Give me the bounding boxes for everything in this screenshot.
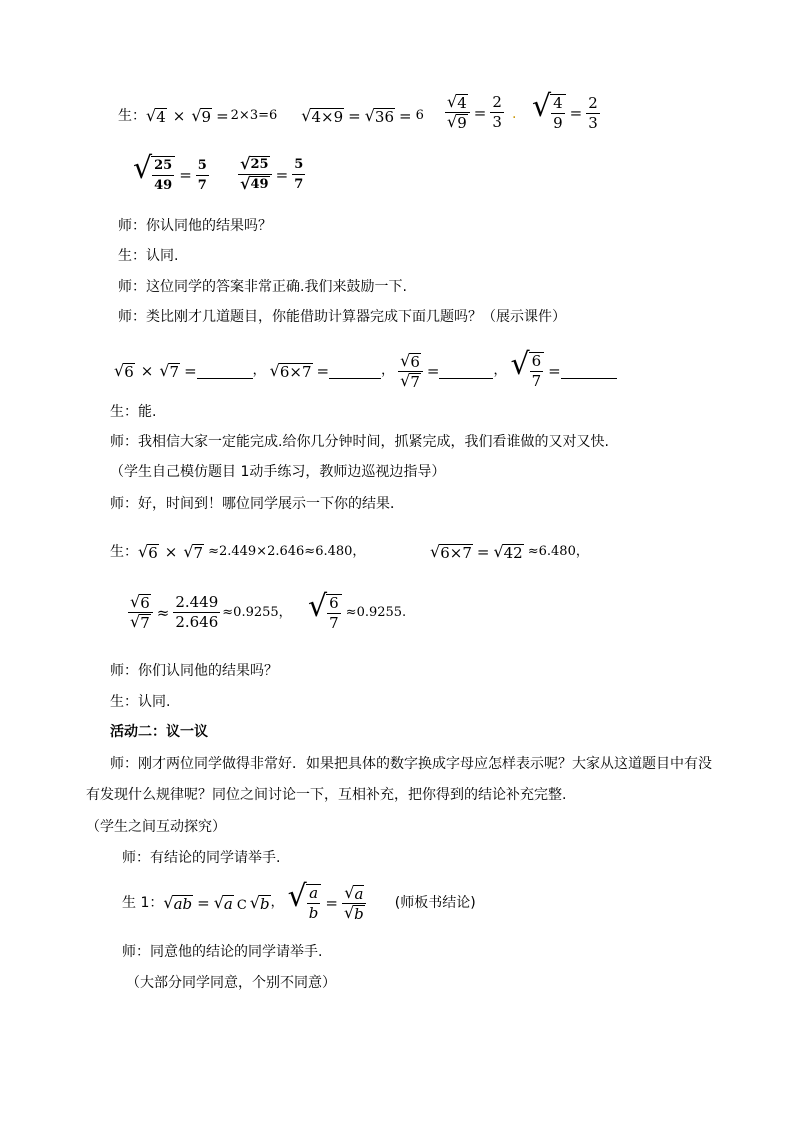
answer-line-1b: √ 6×7 = √ 42 ≈6.480，: [430, 541, 589, 562]
separator-dot: ·: [512, 110, 517, 126]
sqrt-quotient-expression: √ 4 9 = 2 3: [532, 89, 598, 132]
dialogue-line: 师：好，时间到！哪位同学展示一下你的结果．: [110, 496, 404, 512]
answer-line-1: 生： √ 6 × √ 7 ≈2.449×2.646≈6.480，: [110, 541, 366, 562]
speaker-student-label: 生：: [118, 108, 146, 124]
conclusion-line: 生 1： √ ab = √ a C √ b ， √ a b = √ a √ b (师板书结论): [122, 879, 476, 923]
dialogue-line: 师：这位同学的答案非常正确.我们来鼓励一下.: [118, 279, 407, 295]
dialogue-line: 师：刚才两位同学做得非常好．如果把具体的数字换成字母应怎样表示呢？大家从这道题目中有没: [110, 756, 712, 772]
dialogue-line: 生：认同.: [118, 248, 179, 264]
sqrt-fraction-25-49: √ 25 49 = 5 7: [133, 151, 207, 193]
fraction-sqrt-25-49: √ 25 √ 49 = 5 7: [240, 154, 304, 193]
dialogue-line: 生：认同.: [110, 694, 171, 710]
dialogue-line: 师：有结论的同学请举手.: [122, 850, 281, 866]
dialogue-line: 有发现什么规律呢？同位之间讨论一下，互相补充，把你得到的结论补充完整.: [86, 787, 567, 803]
dialogue-line: 师：类比刚才几道题目，你能借助计算器完成下面几题吗？（展示课件）: [118, 309, 566, 325]
equation-line-1: [118, 106, 424, 126]
dialogue-line: 师：同意他的结论的同学请举手.: [122, 944, 323, 960]
dialogue-line: （学生之间互动探究）: [86, 819, 226, 835]
exercise-line: √ 6 × √ 7 = ， √ 6×7 = ， √ 6 √ 7 = ， √ 6 7 =: [114, 352, 617, 390]
answer-line-2: √ 6 √ 7 ≈ $\frac{2.449}{2.646}$ ≈0.9255，: [130, 592, 292, 632]
dialogue-line: （大部分同学同意，个别不同意）: [126, 975, 336, 991]
product-sqrt-expression: √ 4 × √ 9 = 2×3=6: [146, 105, 278, 126]
dialogue-line: 生：能.: [110, 404, 157, 420]
dialogue-line: 师：你认同他的结果吗？: [118, 218, 272, 234]
dialogue-line: （学生自己模仿题目 1动手练习，教师边巡视边指导）: [110, 464, 446, 480]
dialogue-line: 师：我相信大家一定能完成.给你几分钟时间，抓紧完成，我们看谁做的又对又快.: [110, 434, 609, 450]
activity-heading: 活动二：议一议: [110, 724, 208, 740]
answer-line-2b: √ 6 7 ≈0.9255.: [308, 589, 407, 632]
sqrt-product-expression: √ 4×9 = √ 36 = 6: [301, 105, 424, 126]
dialogue-line: 师：你们认同他的结果吗？: [110, 663, 278, 679]
teacher-note: (师板书结论): [394, 895, 476, 911]
quotient-sqrt-expression: √ 4 √ 9 = 2 3: [447, 92, 502, 132]
